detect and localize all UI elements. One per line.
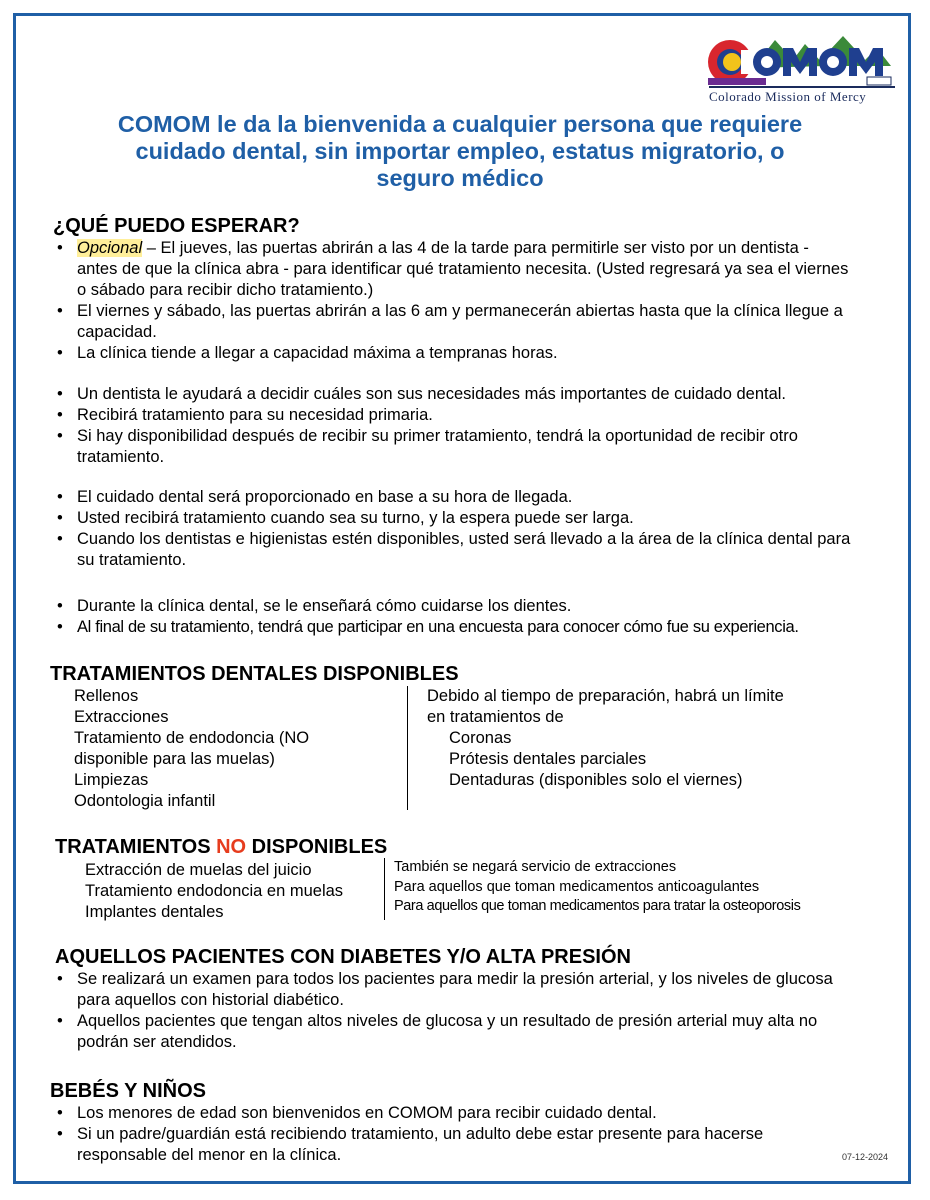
limited-item: Prótesis dentales parciales [449, 750, 647, 768]
list-item: • Usted recibirá tratamiento cuando sea su turno, y la espera puede ser larga. [53, 508, 853, 529]
list-item: • Cuando los dentistas e higienistas estén disponibles, usted será llevado a la área de la clínica dental para su tratamiento. [53, 529, 853, 571]
available-left-list [74, 686, 309, 812]
limited-item: Coronas [449, 729, 512, 747]
list-item: • Recibirá tratamiento para su necesidad primaria. [53, 405, 853, 426]
optional-highlight: Opcional [77, 239, 143, 257]
expect-list-4 [53, 596, 873, 638]
list-item: • Se realizará un examen para todos los pacientes para medir la presión arterial, y los niveles de glucosa para aquellos con historial diabético. [53, 969, 853, 1011]
logo-o-inner [761, 56, 773, 68]
headline: COMOM le da la bienvenida a cualquier persona que requiere cuidado dental, sin importar empleo, estatus migratorio, o seguro médico [117, 111, 803, 191]
kids-list [53, 1103, 853, 1166]
treatment-item: Extracciones [74, 708, 169, 726]
section-title-expect: ¿QUÉ PUEDO ESPERAR? [53, 215, 300, 237]
revision-date: 07-12-2024 [842, 1152, 889, 1162]
restriction-item: Para aquellos que toman medicamentos para tratar la osteoporosis [394, 898, 801, 914]
restriction-item: También se negará servicio de extracciones [394, 859, 677, 875]
logo-sun-inner [827, 56, 839, 68]
not-available-right-list [394, 858, 800, 917]
limit-note: en tratamientos de [427, 708, 564, 726]
treatment-item: Odontologia infantil [74, 792, 216, 810]
capitol-icon [867, 77, 891, 85]
logo-m2 [849, 48, 883, 76]
treatment-item: Limpiezas [74, 771, 149, 789]
expect-list-3 [53, 487, 853, 571]
treatment-item: Tratamiento de endodoncia (NO [74, 729, 310, 747]
no-highlight: NO [216, 836, 247, 858]
column-divider [407, 686, 408, 810]
limit-note: Debido al tiempo de preparación, habrá un límite [427, 687, 784, 705]
list-item: • Los menores de edad son bienvenidos en COMOM para recibir cuidado dental. [53, 1103, 853, 1124]
section-title-not-available: TRATAMIENTOS NO DISPONIBLES [55, 836, 388, 858]
restriction-item: Para aquellos que toman medicamentos anticoagulantes [394, 878, 760, 895]
expect-list-1 [53, 238, 853, 364]
list-item: • El cuidado dental será proporcionado en base a su hora de llegada. [53, 487, 853, 508]
treatment-item: Rellenos [74, 687, 139, 705]
treatment-item: Implantes dentales [85, 903, 224, 921]
available-right-list [427, 686, 784, 791]
list-item: • La clínica tiende a llegar a capacidad máxima a tempranas horas. [53, 343, 853, 364]
list-item: • El viernes y sábado, las puertas abrirán a las 6 am y permanecerán abiertas hasta que la clínica llegue a capacidad. [53, 301, 853, 343]
list-item: • Un dentista le ayudará a decidir cuáles son sus necesidades más importantes de cuidado dental. [53, 384, 853, 405]
logo-purple-band [708, 78, 766, 85]
list-item: • Si un padre/guardián está recibiendo tratamiento, un adulto debe estar presente para hacerse responsable del menor en la clínica. [53, 1124, 853, 1166]
logo-tagline: Colorado Mission of Mercy [709, 86, 895, 105]
list-item: • Al final de su tratamiento, tendrá que participar en una encuesta para conocer cómo fue su experiencia. [53, 617, 873, 638]
treatment-item: disponible para las muelas) [74, 750, 275, 768]
treatment-item: Extracción de muelas del juicio [85, 861, 312, 879]
list-item: • Opcional – El jueves, las puertas abrirán a las 4 de la tarde para permitirle ser visto por un dentista - antes de que la clínica abra - para identificar qué tratamiento necesita. (Usted regresará ya sea el viernes o sábado para recibir dicho tratamiento.) [53, 238, 853, 301]
section-title-diabetes: AQUELLOS PACIENTES CON DIABETES Y/O ALTA PRESIÓN [55, 946, 631, 968]
section-title-kids: BEBÉS Y NIÑOS [50, 1080, 206, 1102]
diabetes-list [53, 969, 853, 1053]
treatment-item: Tratamiento endodoncia en muelas [85, 882, 344, 900]
limited-item: Dentaduras (disponibles solo el viernes) [449, 771, 743, 789]
list-item: • Aquellos pacientes que tengan altos niveles de glucosa y un resultado de presión arterial muy alta no podrán ser atendidos. [53, 1011, 853, 1053]
list-item: • Si hay disponibilidad después de recibir su primer tratamiento, tendrá la oportunidad de recibir otro tratamiento. [53, 426, 853, 468]
logo-c-sun [723, 53, 741, 71]
column-divider [384, 858, 385, 920]
expect-list-2 [53, 384, 853, 468]
section-title-available: TRATAMIENTOS DENTALES DISPONIBLES [50, 663, 459, 685]
list-item: • Durante la clínica dental, se le enseñará cómo cuidarse los dientes. [53, 596, 873, 617]
not-available-left-list [85, 860, 343, 923]
